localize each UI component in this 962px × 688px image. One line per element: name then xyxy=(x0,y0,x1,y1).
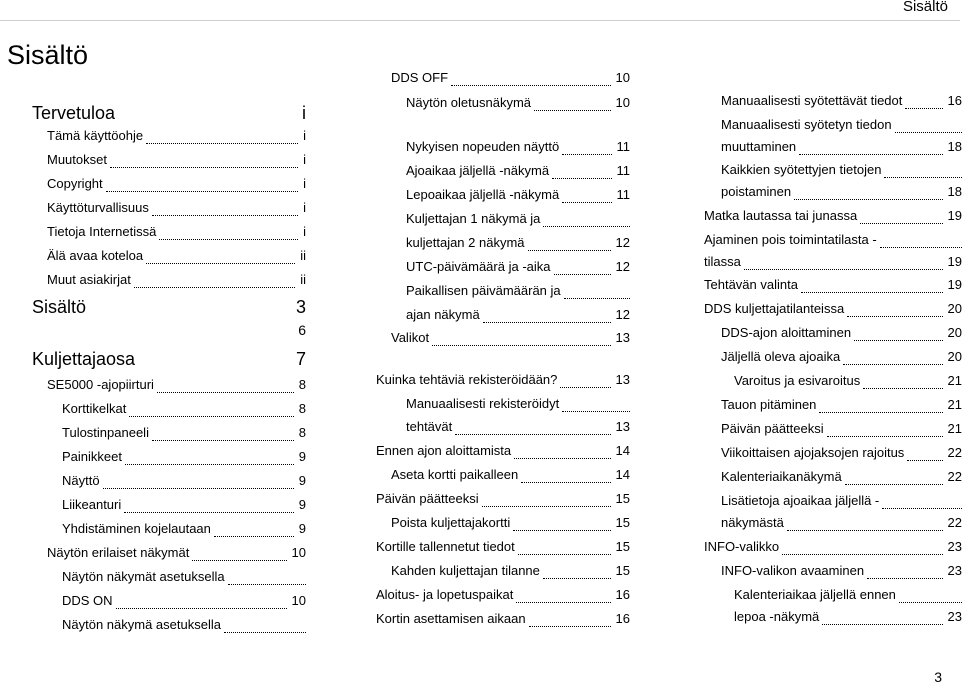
toc-entry-title: UTC-päivämäärä ja -aika xyxy=(406,259,551,274)
toc-entry[interactable] xyxy=(376,419,630,439)
toc-entry[interactable] xyxy=(376,611,630,631)
toc-entry[interactable] xyxy=(32,224,306,244)
toc-leader xyxy=(860,223,942,224)
toc-entry-page: 8 xyxy=(298,401,306,416)
toc-entry[interactable] xyxy=(376,372,630,392)
toc-entry-title: Näytön näkymät asetuksella xyxy=(62,569,225,584)
toc-entry-page: ii xyxy=(300,272,306,287)
toc-entry-title: Ennen ajon aloittamista xyxy=(376,443,512,458)
toc-entry[interactable] xyxy=(704,208,962,228)
toc-leader xyxy=(819,412,942,413)
toc-entry-title: Liikeanturi xyxy=(62,497,122,512)
toc-entry-page: 10 xyxy=(615,70,630,85)
toc-entry[interactable] xyxy=(704,421,962,441)
toc-leader xyxy=(110,167,298,168)
toc-entry[interactable] xyxy=(376,515,630,535)
toc-entry-title: Käyttöturvallisuus xyxy=(47,200,149,215)
toc-entry-page: 6 xyxy=(298,322,306,338)
toc-leader xyxy=(124,512,294,513)
toc-entry-page: i xyxy=(303,152,306,167)
toc-entry[interactable] xyxy=(704,397,962,417)
toc-leader xyxy=(534,110,611,111)
toc-leader xyxy=(516,602,610,603)
toc-entry-title: Kahden kuljettajan tilanne xyxy=(391,563,540,578)
toc-entry-title: näkymästä xyxy=(721,515,784,530)
toc-leader xyxy=(560,387,610,388)
toc-entry-title: Jäljellä oleva ajoaika xyxy=(721,349,841,364)
toc-entry-title: Viikoittaisen ajojaksojen rajoitus xyxy=(721,445,905,460)
toc-leader xyxy=(455,434,610,435)
toc-leader xyxy=(129,416,293,417)
toc-entry-title: Valikot xyxy=(391,330,430,345)
toc-leader xyxy=(451,85,610,86)
toc-entry-title: Tervetuloa xyxy=(32,103,116,123)
toc-entry-page: 21 xyxy=(947,373,962,388)
toc-entry[interactable] xyxy=(32,272,306,292)
toc-entry-page: 10 xyxy=(291,593,306,608)
toc-entry[interactable] xyxy=(376,563,630,583)
toc-entry-page: 14 xyxy=(615,443,630,458)
toc-entry-page: 7 xyxy=(295,349,306,369)
toc-entry-page: 15 xyxy=(615,563,630,578)
toc-leader xyxy=(787,530,943,531)
toc-entry[interactable] xyxy=(376,491,630,511)
toc-entry-page: 11 xyxy=(616,139,630,154)
toc-entry-page: 11 xyxy=(616,163,630,178)
toc-entry[interactable] xyxy=(376,330,630,350)
toc-entry-title: Manuaalisesti rekisteröidyt xyxy=(406,396,560,411)
toc-entry-title: Yhdistäminen kojelautaan xyxy=(62,521,211,536)
toc-entry[interactable] xyxy=(704,563,962,583)
toc-entry-title: Matka lautassa tai junassa xyxy=(704,208,858,223)
toc-entry-page: 23 xyxy=(947,609,962,624)
toc-entry[interactable] xyxy=(376,587,630,607)
toc-entry[interactable] xyxy=(376,396,630,416)
toc-leader xyxy=(134,287,295,288)
toc-leader xyxy=(562,202,611,203)
toc-entry[interactable] xyxy=(704,587,962,607)
toc-entry[interactable] xyxy=(32,425,306,445)
toc-leader xyxy=(827,436,943,437)
toc-entry-title: Ajoaikaa jäljellä -näkymä xyxy=(406,163,550,178)
toc-leader xyxy=(543,226,630,227)
toc-entry[interactable] xyxy=(32,617,306,637)
toc-leader xyxy=(543,578,611,579)
toc-entry-title: ajan näkymä xyxy=(406,307,480,322)
toc-entry-title: Näyttö xyxy=(62,473,100,488)
toc-entry-title: Lepoaikaa jäljellä -näkymä xyxy=(406,187,560,202)
toc-entry[interactable] xyxy=(704,139,962,159)
toc-entry[interactable] xyxy=(32,103,306,123)
toc-entry-title: Kalenteriaikanäkymä xyxy=(721,469,842,484)
toc-entry[interactable] xyxy=(704,301,962,321)
toc-entry-page: 19 xyxy=(947,254,962,269)
toc-entry-title: Ajaminen pois toimintatilasta - xyxy=(704,232,877,247)
toc-entry-title: Copyright xyxy=(47,176,103,191)
toc-entry[interactable] xyxy=(376,307,630,327)
toc-entry-page: 13 xyxy=(615,330,630,345)
toc-entry-page: 21 xyxy=(947,397,962,412)
toc-entry-title: Korttikelkat xyxy=(62,401,127,416)
toc-entry-page: i xyxy=(303,200,306,215)
toc-entry-page: 19 xyxy=(947,208,962,223)
toc-entry-title: Muutokset xyxy=(47,152,107,167)
toc-leader xyxy=(125,464,294,465)
toc-entry-page: 23 xyxy=(947,563,962,578)
toc-entry-page: 12 xyxy=(615,259,630,274)
toc-entry-page: 13 xyxy=(615,372,630,387)
toc-entry-page: 12 xyxy=(615,307,630,322)
toc-entry[interactable] xyxy=(376,163,630,183)
toc-entry-title: DDS OFF xyxy=(391,70,449,85)
toc-entry-page: 16 xyxy=(615,611,630,626)
toc-entry-page: i xyxy=(302,103,306,123)
toc-leader xyxy=(562,411,630,412)
toc-entry-page: 14 xyxy=(615,467,630,482)
toc-entry[interactable] xyxy=(376,70,630,90)
toc-leader xyxy=(867,578,942,579)
page-number: 3 xyxy=(934,669,942,685)
toc-leader xyxy=(146,263,295,264)
toc-leader xyxy=(882,508,962,509)
toc-entry-page: 22 xyxy=(947,515,962,530)
toc-entry[interactable] xyxy=(32,128,306,148)
toc-entry[interactable] xyxy=(32,322,306,342)
toc-leader xyxy=(513,530,610,531)
toc-entry-title: Kuljettajaosa xyxy=(32,349,136,369)
toc-entry[interactable] xyxy=(704,184,962,204)
toc-entry-title: lepoa -näkymä xyxy=(734,609,820,624)
toc-leader xyxy=(159,239,298,240)
toc-entry[interactable] xyxy=(704,493,962,513)
toc-entry[interactable] xyxy=(32,497,306,517)
toc-entry[interactable] xyxy=(32,200,306,220)
toc-leader xyxy=(116,608,287,609)
toc-entry-title: kuljettajan 2 näkymä xyxy=(406,235,525,250)
toc-entry[interactable] xyxy=(32,349,306,369)
toc-entry[interactable] xyxy=(32,152,306,172)
toc-entry-title: poistaminen xyxy=(721,184,792,199)
toc-entry-page: 9 xyxy=(298,449,306,464)
toc-entry[interactable] xyxy=(704,162,962,182)
toc-entry-title: Sisältö xyxy=(32,297,87,317)
toc-entry[interactable] xyxy=(32,377,306,397)
toc-leader xyxy=(744,269,943,270)
toc-entry-page: 9 xyxy=(298,497,306,512)
toc-entry[interactable] xyxy=(704,445,962,465)
toc-leader xyxy=(152,440,294,441)
toc-entry-page: 18 xyxy=(947,184,962,199)
toc-entry[interactable] xyxy=(704,254,962,274)
toc-entry-title: Muut asiakirjat xyxy=(47,272,131,287)
toc-entry-title: Manuaalisesti syötetyn tiedon xyxy=(721,117,892,132)
toc-leader xyxy=(799,154,942,155)
toc-leader xyxy=(884,177,962,178)
toc-entry-page: 19 xyxy=(947,277,962,292)
toc-entry[interactable] xyxy=(376,95,630,115)
toc-entry[interactable] xyxy=(376,187,630,207)
toc-leader xyxy=(562,154,611,155)
toc-entry-title: Poista kuljettajakortti xyxy=(391,515,511,530)
toc-entry[interactable] xyxy=(32,521,306,541)
toc-entry-title: Tietoja Internetissä xyxy=(47,224,157,239)
toc-entry-page: 20 xyxy=(947,325,962,340)
toc-leader xyxy=(514,458,610,459)
toc-entry-title: INFO-valikon avaaminen xyxy=(721,563,865,578)
toc-entry-page: 13 xyxy=(615,419,630,434)
toc-entry-title: muuttaminen xyxy=(721,139,797,154)
toc-leader xyxy=(905,108,942,109)
toc-entry[interactable] xyxy=(376,259,630,279)
toc-entry[interactable] xyxy=(32,297,306,317)
toc-entry[interactable] xyxy=(376,211,630,231)
toc-leader xyxy=(518,554,611,555)
toc-entry[interactable] xyxy=(376,235,630,255)
toc-entry-page: 18 xyxy=(947,139,962,154)
toc-entry[interactable] xyxy=(704,539,962,559)
toc-entry-page: i xyxy=(303,176,306,191)
toc-entry-page: 9 xyxy=(298,521,306,536)
toc-entry-title: Paikallisen päivämäärän ja xyxy=(406,283,561,298)
toc-leader xyxy=(782,554,942,555)
toc-entry[interactable] xyxy=(32,401,306,421)
toc-entry[interactable] xyxy=(32,473,306,493)
toc-leader xyxy=(895,132,962,133)
toc-entry-page: 20 xyxy=(947,349,962,364)
page-title: Sisältö xyxy=(7,40,89,70)
toc-leader xyxy=(854,340,942,341)
toc-entry-page: 3 xyxy=(295,297,306,317)
toc-entry-title: SE5000 -ajopiirturi xyxy=(47,377,154,392)
toc-leader xyxy=(228,584,306,585)
toc-entry-title: Painikkeet xyxy=(62,449,122,464)
toc-entry-title: Kaikkien syötettyjen tietojen xyxy=(721,162,882,177)
toc-entry-page: 12 xyxy=(615,235,630,250)
toc-entry-page: 22 xyxy=(947,445,962,460)
toc-entry-page: 11 xyxy=(616,187,630,202)
toc-entry[interactable] xyxy=(704,373,962,393)
toc-entry[interactable] xyxy=(32,545,306,565)
toc-entry[interactable] xyxy=(32,248,306,268)
toc-leader xyxy=(843,364,942,365)
toc-entry[interactable] xyxy=(704,349,962,369)
toc-entry-title: Manuaalisesti syötettävät tiedot xyxy=(721,93,903,108)
toc-entry[interactable] xyxy=(704,609,962,629)
toc-entry-title: Lisätietoja ajoaikaa jäljellä - xyxy=(721,493,880,508)
toc-entry-title: Näytön oletusnäkymä xyxy=(406,95,532,110)
toc-entry-title: tehtävät xyxy=(406,419,453,434)
toc-entry[interactable] xyxy=(32,176,306,196)
toc-leader xyxy=(845,484,943,485)
toc-entry-title: Varoitus ja esivaroitus xyxy=(734,373,861,388)
toc-entry-page: 8 xyxy=(298,425,306,440)
toc-leader xyxy=(794,199,942,200)
toc-entry-title: Tauon pitäminen xyxy=(721,397,817,412)
toc-entry[interactable] xyxy=(32,449,306,469)
toc-entry-title: Älä avaa koteloa xyxy=(47,248,144,263)
toc-leader xyxy=(863,388,942,389)
toc-leader xyxy=(224,632,306,633)
toc-leader xyxy=(899,602,962,603)
toc-entry-page: i xyxy=(303,224,306,239)
toc-leader xyxy=(847,316,942,317)
toc-leader xyxy=(552,178,611,179)
toc-entry[interactable] xyxy=(704,325,962,345)
toc-leader xyxy=(157,392,294,393)
toc-entry[interactable] xyxy=(704,515,962,535)
toc-entry[interactable] xyxy=(32,593,306,613)
toc-entry-page: 9 xyxy=(298,473,306,488)
toc-entry-page: 16 xyxy=(615,587,630,602)
toc-leader xyxy=(432,345,610,346)
toc-entry-page: 21 xyxy=(947,421,962,436)
toc-entry-title: Kortin asettamisen aikaan xyxy=(376,611,526,626)
toc-entry-title: Päivän päätteeksi xyxy=(376,491,479,506)
toc-leader xyxy=(564,298,630,299)
toc-entry-title: DDS kuljettajatilanteissa xyxy=(704,301,845,316)
toc-leader xyxy=(483,322,611,323)
toc-entry-title: Kuljettajan 1 näkymä ja xyxy=(406,211,541,226)
toc-entry-title: Päivän päätteeksi xyxy=(721,421,824,436)
toc-entry-page: 15 xyxy=(615,515,630,530)
toc-entry[interactable] xyxy=(32,569,306,589)
toc-entry-page: i xyxy=(303,128,306,143)
toc-leader xyxy=(521,482,610,483)
running-header xyxy=(0,0,960,21)
toc-leader xyxy=(214,536,294,537)
toc-leader xyxy=(106,191,298,192)
toc-entry-page: 20 xyxy=(947,301,962,316)
toc-entry-page: 10 xyxy=(291,545,306,560)
toc-entry-title: INFO-valikko xyxy=(704,539,780,554)
toc-leader xyxy=(528,250,611,251)
toc-leader xyxy=(880,247,962,248)
toc-entry[interactable] xyxy=(704,232,962,252)
toc-entry-title: DDS ON xyxy=(62,593,113,608)
toc-leader xyxy=(801,292,943,293)
toc-leader xyxy=(822,624,942,625)
toc-entry-page: ii xyxy=(300,248,306,263)
toc-entry[interactable] xyxy=(704,93,962,113)
toc-leader xyxy=(146,143,298,144)
toc-entry[interactable] xyxy=(704,117,962,137)
toc-entry-title: Aloitus- ja lopetuspaikat xyxy=(376,587,514,602)
toc-entry-title: Näytön erilaiset näkymät xyxy=(47,545,190,560)
toc-leader xyxy=(482,506,611,507)
toc-entry-title: Nykyisen nopeuden näyttö xyxy=(406,139,560,154)
toc-entry[interactable] xyxy=(376,539,630,559)
toc-entry-title: Kalenteriaikaa jäljellä ennen xyxy=(734,587,896,602)
toc-entry-title: tilassa xyxy=(704,254,741,269)
toc-leader xyxy=(103,488,294,489)
toc-entry-title: Tulostinpaneeli xyxy=(62,425,149,440)
toc-entry-page: 16 xyxy=(947,93,962,108)
toc-entry-page: 22 xyxy=(947,469,962,484)
toc-leader xyxy=(152,215,298,216)
toc-entry-title: DDS-ajon aloittaminen xyxy=(721,325,852,340)
toc-entry-page: 8 xyxy=(298,377,306,392)
toc-entry-title: Tehtävän valinta xyxy=(704,277,798,292)
toc-leader xyxy=(907,460,942,461)
toc-entry-title: Kortille tallennetut tiedot xyxy=(376,539,515,554)
toc-entry-title: Näytön näkymä asetuksella xyxy=(62,617,221,632)
toc-leader xyxy=(529,626,611,627)
toc-entry-page: 15 xyxy=(615,491,630,506)
toc-entry[interactable] xyxy=(376,283,630,303)
toc-entry[interactable] xyxy=(704,469,962,489)
toc-entry-page: 15 xyxy=(615,539,630,554)
toc-entry-page: 10 xyxy=(615,95,630,110)
toc-entry[interactable] xyxy=(376,443,630,463)
toc-entry[interactable] xyxy=(704,277,962,297)
toc-entry[interactable] xyxy=(376,139,630,159)
toc-entry-title: Kuinka tehtäviä rekisteröidään? xyxy=(376,372,558,387)
toc-leader xyxy=(554,274,611,275)
toc-entry-title: Tämä käyttöohje xyxy=(47,128,144,143)
toc-entry[interactable] xyxy=(376,467,630,487)
header-title: Sisältö xyxy=(902,0,948,15)
toc-entry-title: Aseta kortti paikalleen xyxy=(391,467,519,482)
toc-entry-page: 23 xyxy=(947,539,962,554)
toc-leader xyxy=(192,560,286,561)
